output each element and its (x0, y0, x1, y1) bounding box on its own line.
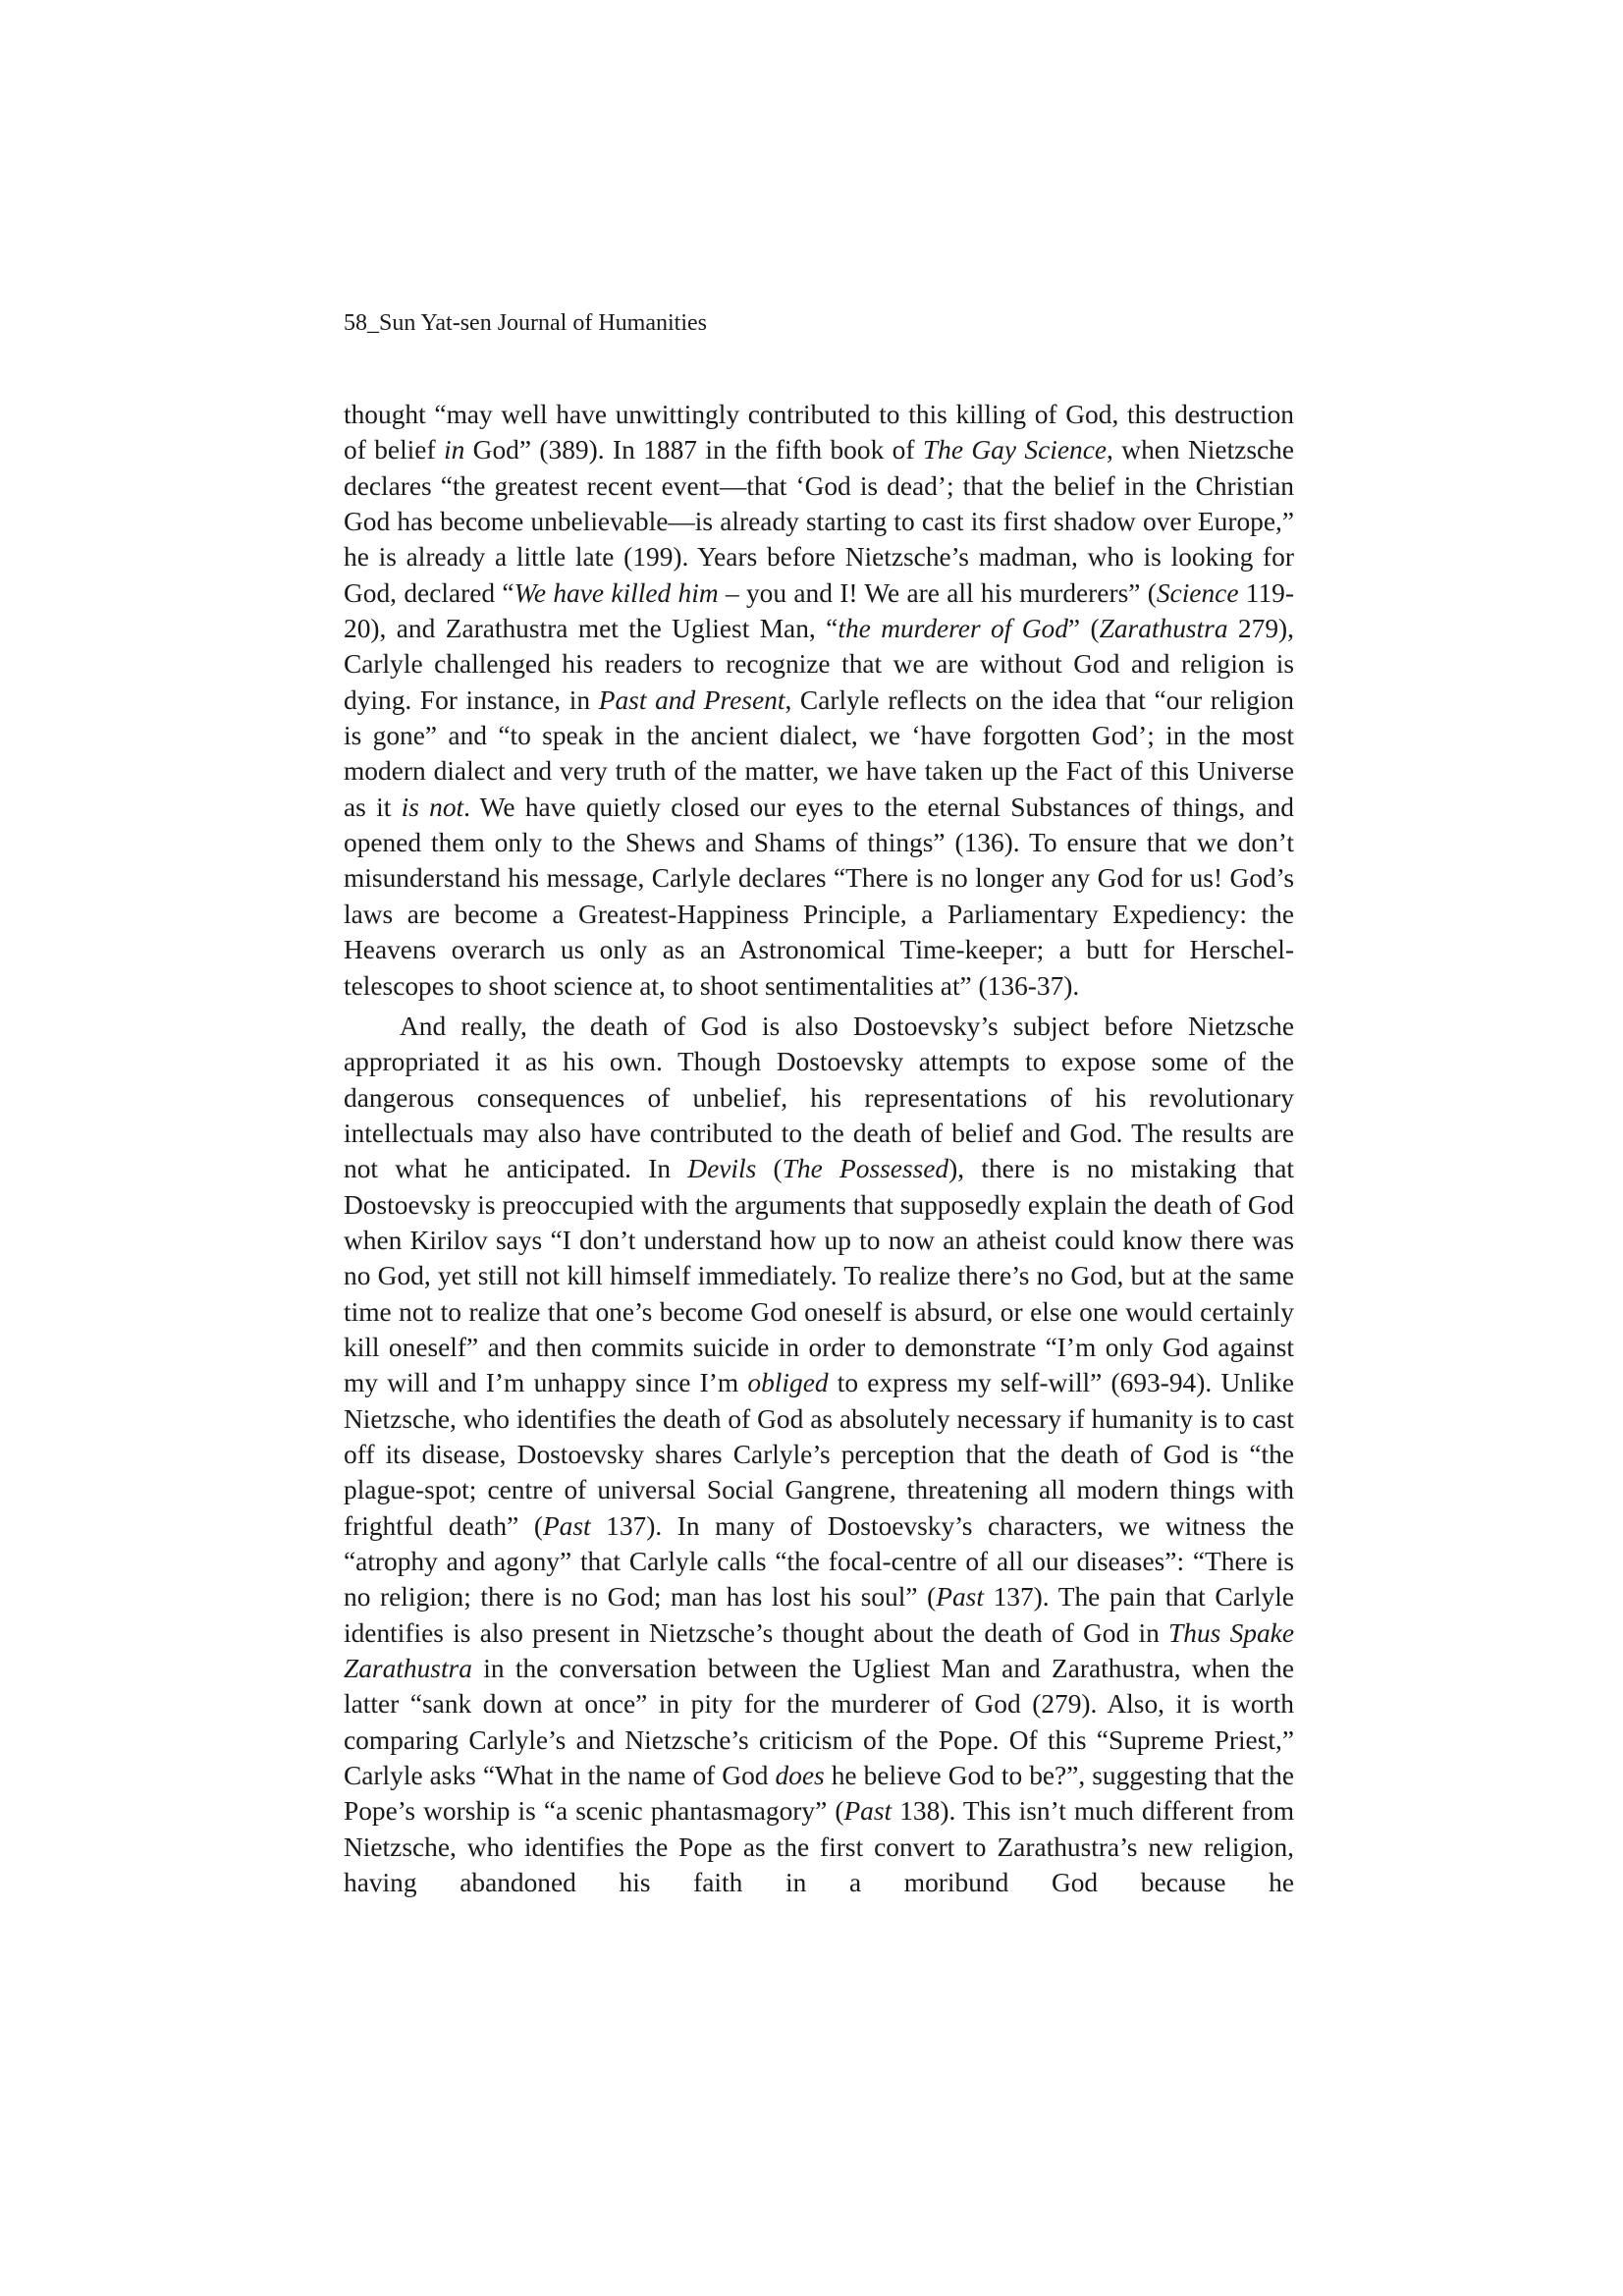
italic-text: does (775, 1761, 825, 1791)
italic-text: We have killed him (514, 577, 719, 608)
italic-text: obliged (747, 1368, 829, 1398)
text-run: ), there is no mistaking that Dostoevsky is preoccupied with the arguments that supposedly explain the death of God when Kirilov says “I don’t understand how up to now an atheist could know there was no God, yet still not kill himself immediately. To realize there’s no God, but at the same time not to realize that one’s become God oneself is absurd, or else one would certainly kill oneself” and then commits suicide in order to demonstrate “I’m only God against my will and I’m unhappy since I’m (344, 1154, 1294, 1398)
text-run: And really, the death of God is also Dostoevsky’s subject before Nietzsche appropriated it as his own. Though Dostoevsky attempts to expose some of the dangerous consequences of unbelief, his representations of his revolutionary intellectuals may also have contributed to the death of belief and God. The results are not what he anticipated. In (344, 1011, 1294, 1184)
italic-text: Science (1156, 577, 1239, 608)
text-run: to express my self-will” (693-94). Unlike Nietzsche, who identifies the death of God as absolutely necessary if humanity is to cast off its disease, Dostoevsky shares Carlyle’s perception that the death of God is “the plague-spot; centre of universal Social Gangrene, threatening all modern things with frightful death” ( (344, 1368, 1294, 1541)
italic-text: Past (843, 1796, 893, 1827)
text-run: thought “may well have unwittingly contributed to this killing of God, this destruction of belief (344, 400, 1294, 465)
text-run: 119-20), and Zarathustra met the Ugliest Man, “ (344, 577, 1294, 644)
italic-text: is not (401, 792, 464, 822)
text-run: ( (756, 1154, 783, 1184)
italic-text: in (443, 435, 465, 465)
text-run: 279), Carlyle challenged his readers to recognize that we are without God and religion is dying. For instance, in (344, 614, 1294, 715)
italic-text: Past (542, 1510, 591, 1541)
paragraph-1 (344, 397, 1294, 1004)
text-run: in the conversation between the Ugliest Man and Zarathustra, when the latter “sank down at once” in pity for the murderer of God (279). Also, it is worth comparing Carlyle’s and Nietzsche’s criticism of the Pope. Of this “Supreme Priest,” Carlyle asks “What in the name of God (344, 1654, 1294, 1791)
italic-text: Past (936, 1582, 984, 1613)
italic-text: Past and Present (598, 684, 785, 715)
text-run: 137). The pain that Carlyle identifies is also present in Nietzsche’s thought about the death of God in (344, 1582, 1294, 1648)
italic-text: Thus Spake Zarathustra (344, 1617, 1294, 1684)
text-run: ” ( (1067, 614, 1100, 644)
paragraph-2 (344, 1009, 1294, 1901)
text-run: 138). This isn’t much different from Nietzsche, who identifies the Pope as the first convert to Zarathustra’s new religion, having abandoned his faith in a moribund God because he (344, 1796, 1294, 1898)
italic-text: The Gay Science (922, 435, 1108, 465)
text-run: – you and I! We are all his murderers” ( (718, 577, 1157, 608)
text-run: 137). In many of Dostoevsky’s characters, we witness the “atrophy and agony” that Carlyle calls “the focal-centre of all our diseases”: “There is no religion; there is no God; man has lost his soul” ( (344, 1510, 1294, 1613)
text-run: , Carlyle reflects on the idea that “our religion is gone” and “to speak in the ancient dialect, we ‘have forgotten God’; in the most modern dialect and very truth of the matter, we have taken up the Fact of this Universe as it (344, 684, 1295, 822)
italic-text: Devils (687, 1154, 757, 1184)
text-run: he believe God to be?”, suggesting that the Pope’s worship is “a scenic phantasmagory” ( (344, 1761, 1294, 1827)
italic-text: Zarathustra (1099, 614, 1228, 644)
italic-text: the murderer of God (838, 614, 1068, 644)
text-run: , when Nietzsche declares “the greatest recent event—that ‘God is dead’; that the belief in the Christian God has become unbelievable—is already starting to cast its first shadow over Europe,” he is already a little late (199). Years before Nietzsche’s madman, who is looking for God, declared “ (344, 435, 1295, 608)
text-run: . We have quietly closed our eyes to the eternal Substances of things, and opened them only to the Shews and Shams of things” (136). To ensure that we don’t misunderstand his message, Carlyle declares “There is no longer any God for us! God’s laws are become a Greatest-Happiness Principle, a Parliamentary Expediency: the Heavens overarch us only as an Astronomical Time-keeper; a butt for Herschel-telescopes to shoot science at, to shoot sentimentalities at” (136-37). (344, 792, 1294, 1001)
running-head: 58_Sun Yat-sen Journal of Humanities (344, 310, 707, 336)
body-text (344, 397, 1294, 1900)
text-run: God” (389). In 1887 in the fifth book of (464, 435, 923, 465)
italic-text: The Possessed (782, 1154, 949, 1184)
